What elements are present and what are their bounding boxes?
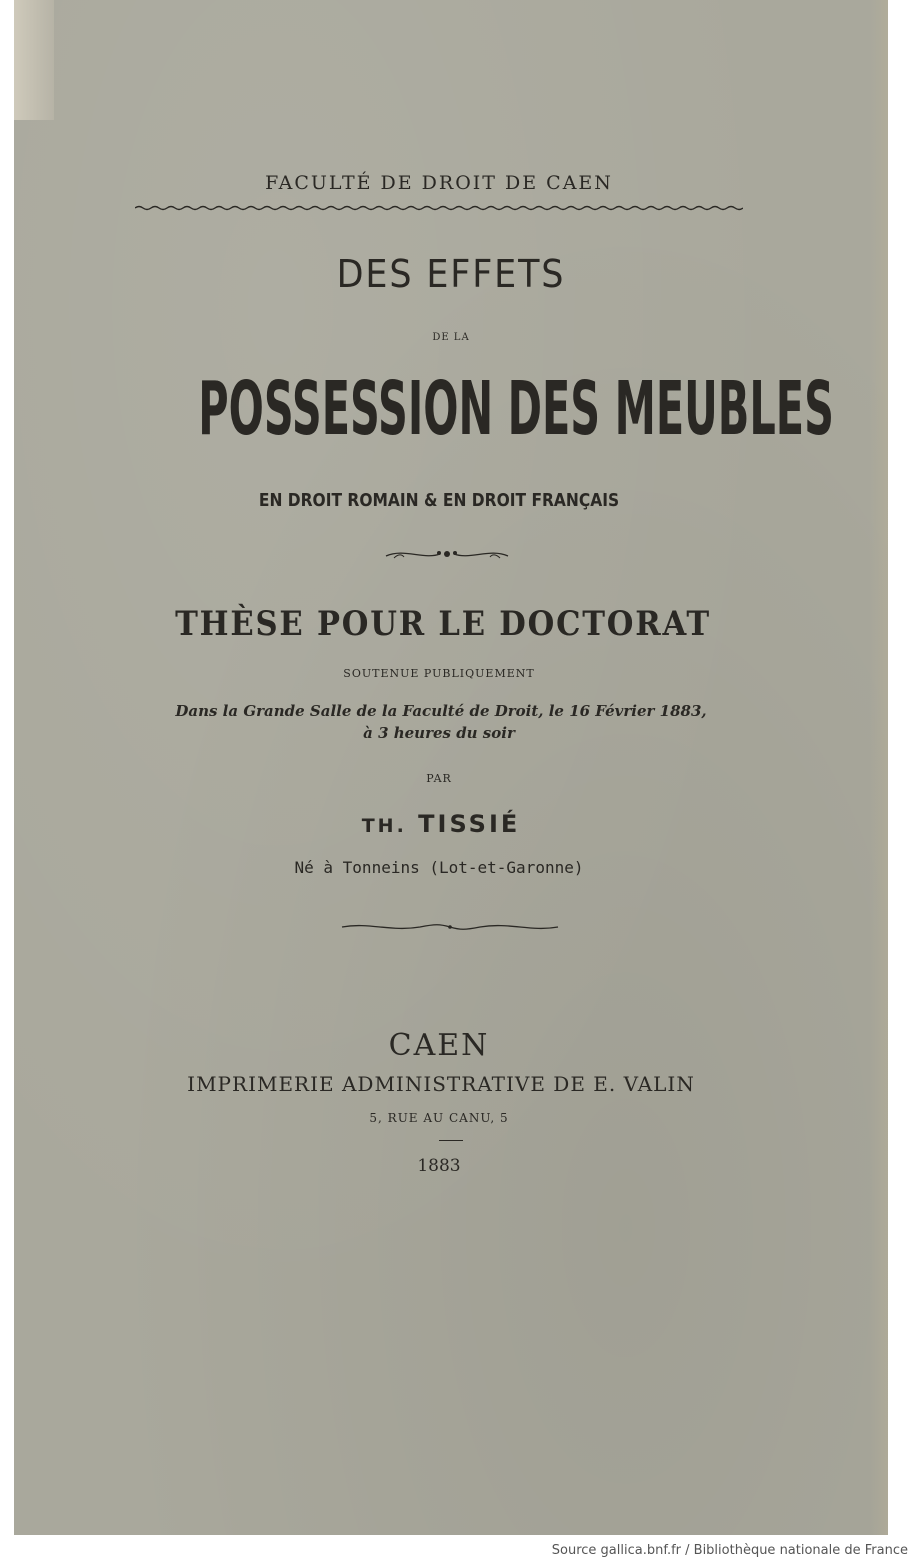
ornament-swash: [340, 920, 560, 934]
defense-place-date: Dans la Grande Salle de la Faculté de Droit, le 16 Février 1883,: [175, 702, 707, 720]
soutenue-label: SOUTENUE PUBLIQUEMENT: [343, 667, 535, 680]
ornament-divider: [384, 544, 510, 564]
author-name: [14, 810, 878, 838]
author-initial: TH.: [361, 815, 407, 837]
source-credit: Source gallica.bnf.fr / Bibliothèque nationale de France: [551, 1543, 908, 1558]
printer-address: 5, RUE AU CANU, 5: [369, 1111, 509, 1125]
title-line-2: DE LA: [432, 332, 470, 343]
paper-stain: [14, 0, 54, 120]
main-title: POSSESSION DES MEUBLES: [198, 366, 834, 452]
faculty-heading: FACULTÉ DE DROIT DE CAEN: [265, 172, 613, 194]
publisher-city: CAEN: [388, 1028, 490, 1063]
subtitle: EN DROIT ROMAIN & EN DROIT FRANÇAIS: [258, 490, 620, 511]
these-heading: THÈSE POUR LE DOCTORAT: [175, 604, 711, 644]
title-line-1: DES EFFETS: [336, 252, 566, 296]
defense-time: à 3 heures du soir: [363, 724, 515, 742]
author-birthplace: Né à Tonneins (Lot-et-Garonne): [294, 858, 584, 877]
publication-year: 1883: [417, 1156, 461, 1176]
short-rule: [439, 1140, 463, 1141]
wavy-rule: [135, 204, 743, 212]
author-surname: TISSIÉ: [418, 810, 521, 838]
document-page: [14, 0, 888, 1535]
par-label: PAR: [426, 772, 452, 785]
printer-name: IMPRIMERIE ADMINISTRATIVE DE E. VALIN: [187, 1072, 695, 1096]
